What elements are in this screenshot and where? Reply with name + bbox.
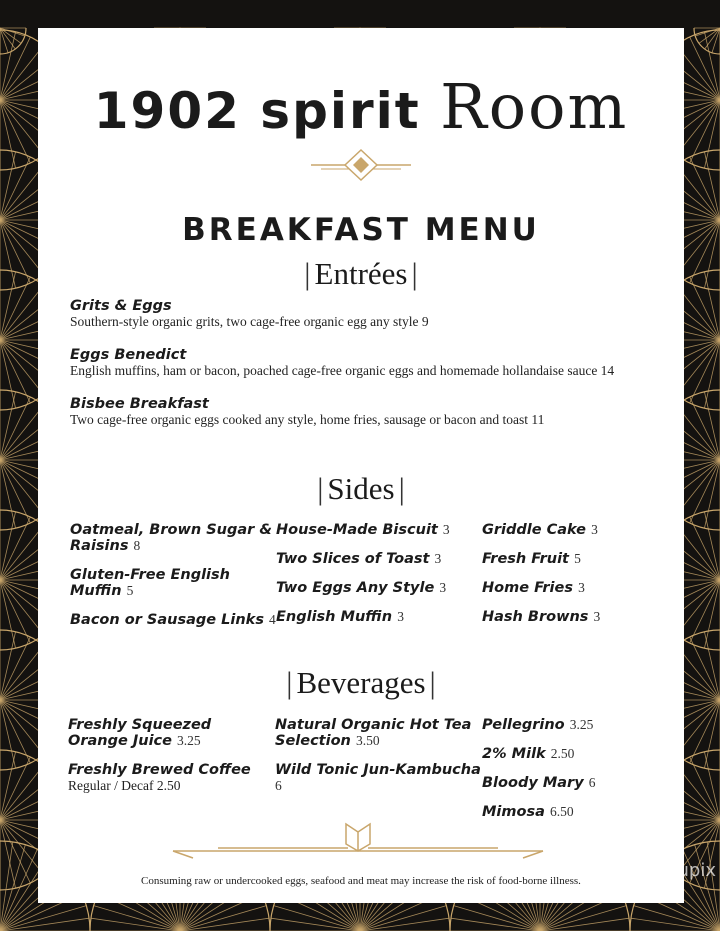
item-label: Oatmeal, Brown Sugar & Raisins <box>70 522 273 554</box>
diamond-ornament-icon <box>311 148 411 182</box>
fan-ray <box>0 845 25 931</box>
item-description: Two cage-free organic eggs cooked any style, home fries, sausage or bacon and toast 11 <box>70 412 545 427</box>
item-label: Freshly Brewed Coffee <box>68 762 251 778</box>
item-label: Fresh Fruit <box>482 551 569 567</box>
menu-item <box>276 522 482 538</box>
item-label: Two Eggs Any Style <box>276 580 435 596</box>
fan-ray <box>0 28 25 36</box>
item-name <box>482 522 662 538</box>
entree-item <box>70 396 660 428</box>
item-name <box>275 717 482 749</box>
item-name <box>276 580 482 596</box>
menu-item <box>276 580 482 596</box>
item-price: 3 <box>593 609 601 624</box>
item-name <box>482 746 662 762</box>
item-label: Home Fries <box>482 580 573 596</box>
section-heading-entrees: | Entrées | <box>304 256 418 291</box>
fan-ray <box>0 820 30 883</box>
item-price: 3 <box>578 580 585 595</box>
item-label: Bloody Mary <box>482 775 584 791</box>
menu-item <box>70 612 276 628</box>
menu-item <box>482 746 662 762</box>
item-name <box>276 551 482 567</box>
item-price: 6 <box>275 778 282 793</box>
item-price: 3 <box>439 580 447 595</box>
item-name <box>70 612 276 628</box>
item-name <box>482 609 662 625</box>
title-right: Room <box>440 70 629 143</box>
item-price: 3 <box>434 551 442 566</box>
menu-item <box>482 775 662 791</box>
item-label: Natural Organic Hot Tea Selection <box>275 717 472 749</box>
entree-item <box>70 298 660 330</box>
fan-ray <box>454 906 540 931</box>
menu-item <box>482 609 662 625</box>
item-name <box>70 567 276 599</box>
item-price: 8 <box>133 538 141 553</box>
menu-column <box>482 717 662 833</box>
menu-item <box>70 567 276 599</box>
item-name <box>482 580 662 596</box>
heading-text: Sides <box>327 471 395 506</box>
restaurant-title <box>38 70 684 143</box>
item-label: House-Made Biscuit <box>276 522 438 538</box>
menu-item <box>482 551 662 567</box>
menu-column <box>276 522 482 641</box>
item-name <box>276 522 482 538</box>
sides-list <box>70 522 662 641</box>
section-heading-beverages: | Beverages | <box>286 665 436 700</box>
item-name <box>68 762 275 778</box>
item-price: 6.50 <box>549 804 574 819</box>
fan-ray <box>0 28 8 53</box>
item-price: 3 <box>591 522 598 537</box>
item-price: 3.25 <box>177 733 201 748</box>
heading-text: Entrées <box>314 256 408 291</box>
item-label: Mimosa <box>482 804 545 820</box>
heading-text: Beverages <box>296 665 426 700</box>
item-price: 5 <box>126 583 134 598</box>
item-description: English muffins, ham or bacon, poached cage-free organic eggs and homemade hollandaise sauce 14 <box>70 363 615 378</box>
entree-item <box>70 347 660 379</box>
fan-ray <box>94 906 180 931</box>
menu-item <box>275 717 482 749</box>
fan-ray <box>180 906 266 931</box>
item-label: Pellegrino <box>482 717 565 733</box>
item-description: Regular / Decaf 2.50 <box>68 778 181 793</box>
item-label: Bacon or Sausage Links <box>70 612 264 628</box>
menu-item <box>482 580 662 596</box>
item-label: Two Slices of Toast <box>276 551 430 567</box>
menu-column <box>482 522 662 641</box>
menu-column <box>70 522 276 641</box>
item-price: 6 <box>588 775 596 790</box>
menu-subtitle: BREAKFAST MENU <box>182 212 540 248</box>
fan-ray <box>695 28 720 36</box>
item-name <box>482 551 662 567</box>
fan-ray <box>0 37 30 100</box>
food-safety-note: Consuming raw or undercooked eggs, seafood and meat may increase the risk of food-borne illness. <box>141 875 581 887</box>
menu-item <box>68 762 275 794</box>
menu-item <box>68 717 275 749</box>
item-price: 4 <box>269 612 276 627</box>
menu-item <box>276 609 482 625</box>
item-name <box>482 775 662 791</box>
item-label: Griddle Cake <box>482 522 587 538</box>
item-description: Southern-style organic grits, two cage-free organic egg any style 9 <box>70 314 429 329</box>
item-name <box>276 609 482 625</box>
fan-ray <box>634 906 720 931</box>
fan-ray <box>690 37 720 100</box>
watermark: menupix <box>637 860 716 881</box>
menu-item <box>482 717 662 733</box>
item-price: 3 <box>397 609 404 624</box>
fan-ray <box>274 906 360 931</box>
menu-column <box>68 717 275 833</box>
item-name: Eggs Benedict <box>70 347 187 363</box>
menu-item <box>275 762 482 794</box>
item-label: 2% Milk <box>482 746 546 762</box>
item-label: English Muffin <box>276 609 393 625</box>
title-left: 1902 spirit <box>93 82 421 140</box>
item-name <box>68 717 275 749</box>
fan-ray <box>695 845 720 931</box>
item-price: 5 <box>574 551 581 566</box>
menu-item <box>276 551 482 567</box>
item-name: Grits & Eggs <box>70 298 172 314</box>
fan-ray <box>360 906 446 931</box>
fan-ray <box>712 28 720 53</box>
item-price: 3 <box>442 522 450 537</box>
menu-card <box>38 28 684 903</box>
menu-item <box>482 522 662 538</box>
item-label: Gluten-Free English Muffin <box>70 567 230 599</box>
fan-ray <box>0 906 86 931</box>
item-price: 3.50 <box>355 733 380 748</box>
item-name: Bisbee Breakfast <box>70 396 209 412</box>
menu-item <box>70 522 276 554</box>
item-price: 3.25 <box>569 717 594 732</box>
item-name <box>70 522 276 554</box>
entrees-list <box>70 298 660 445</box>
menu-column <box>275 717 482 833</box>
beverages-list <box>68 717 662 833</box>
item-name <box>482 717 662 733</box>
item-label: Freshly Squeezed Orange Juice <box>68 717 212 749</box>
section-heading-sides: | Sides | <box>317 471 405 506</box>
book-ornament-icon <box>168 818 548 860</box>
item-label: Wild Tonic Jun-Kambucha <box>275 762 481 778</box>
fan-ray <box>540 906 626 931</box>
item-price: 2.50 <box>550 746 575 761</box>
item-label: Hash Browns <box>482 609 589 625</box>
item-name <box>275 762 482 794</box>
